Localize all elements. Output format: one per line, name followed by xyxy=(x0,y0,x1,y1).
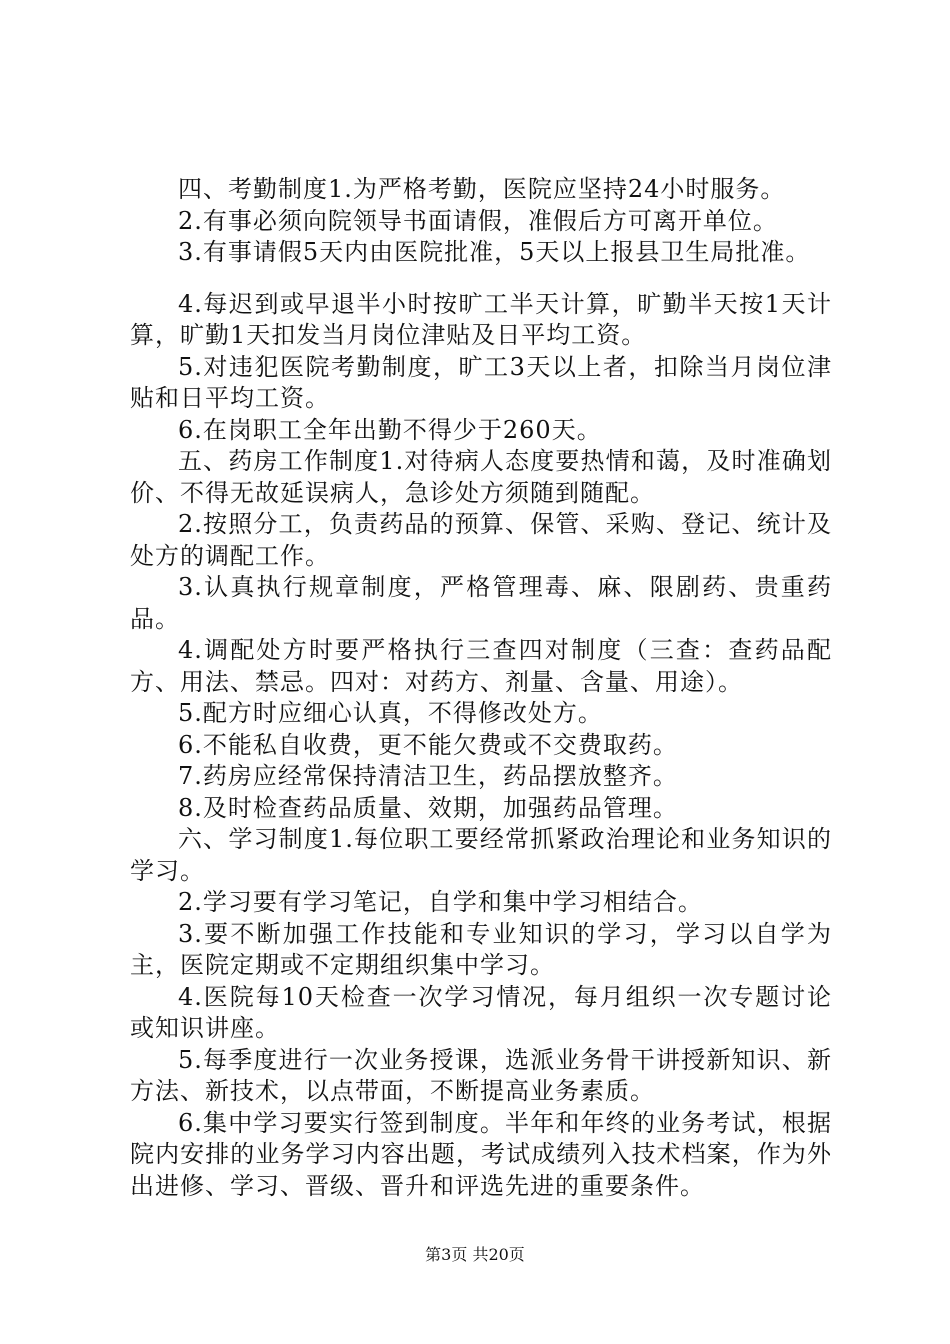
paragraph: 5.每季度进行一次业务授课，选派业务骨干讲授新知识、新方法、新技术，以点带面，不断提高业务素质。 xyxy=(130,1045,832,1105)
paragraph: 5.对违犯医院考勤制度，旷工3天以上者，扣除当月岗位津贴和日平均工资。 xyxy=(130,352,832,412)
paragraph: 4.调配处方时要严格执行三查四对制度（三查：查药品配方、用法、禁忌。四对：对药方、剂量、含量、用途）。 xyxy=(130,636,832,696)
paragraph: 6.不能私自收费，更不能欠费或不交费取药。 xyxy=(178,730,678,759)
paragraph: 六、学习制度1.每位职工要经常抓紧政治理论和业务知识的学习。 xyxy=(130,825,832,885)
paragraph: 3.有事请假5天内由医院批准，5天以上报县卫生局批准。 xyxy=(178,238,811,266)
paragraph: 6.集中学习要实行签到制度。半年和年终的业务考试，根据院内安排的业务学习内容出题，考试成绩列入技术档案，作为外出进修、学习、晋级、晋升和评选先进的重要条件。 xyxy=(130,1108,832,1200)
page-number-footer: 第3页 共20页 xyxy=(425,1245,525,1264)
paragraph: 2.按照分工，负责药品的预算、保管、采购、登记、统计及处方的调配工作。 xyxy=(130,510,832,570)
paragraph: 3.要不断加强工作技能和专业知识的学习，学习以自学为主，医院定期或不定期组织集中学习。 xyxy=(130,919,832,979)
paragraph: 2.有事必须向院领导书面请假，准假后方可离开单位。 xyxy=(178,206,778,235)
paragraph: 2.学习要有学习笔记，自学和集中学习相结合。 xyxy=(178,888,703,916)
paragraph: 8.及时检查药品质量、效期，加强药品管理。 xyxy=(178,793,678,822)
document-body xyxy=(130,174,832,1202)
paragraph: 6.在岗职工全年出勤不得少于260天。 xyxy=(178,415,602,444)
paragraph: 五、药房工作制度1.对待病人态度要热情和蔼，及时准确划价、不得无故延误病人，急诊处方须随到随配。 xyxy=(130,447,832,507)
paragraph: 4.医院每10天检查一次学习情况，每月组织一次专题讨论或知识讲座。 xyxy=(130,982,832,1042)
paragraph: 四、考勤制度1.为严格考勤，医院应坚持24小时服务。 xyxy=(178,175,786,203)
paragraph: 7.药房应经常保持清洁卫生，药品摆放整齐。 xyxy=(178,762,678,790)
paragraph: 5.配方时应细心认真，不得修改处方。 xyxy=(178,699,603,727)
paragraph: 3.认真执行规章制度，严格管理毒、麻、限剧药、贵重药品。 xyxy=(130,573,832,633)
paragraph: 4.每迟到或早退半小时按旷工半天计算，旷勤半天按1天计算，旷勤1天扣发当月岗位津贴及日平均工资。 xyxy=(130,289,832,349)
